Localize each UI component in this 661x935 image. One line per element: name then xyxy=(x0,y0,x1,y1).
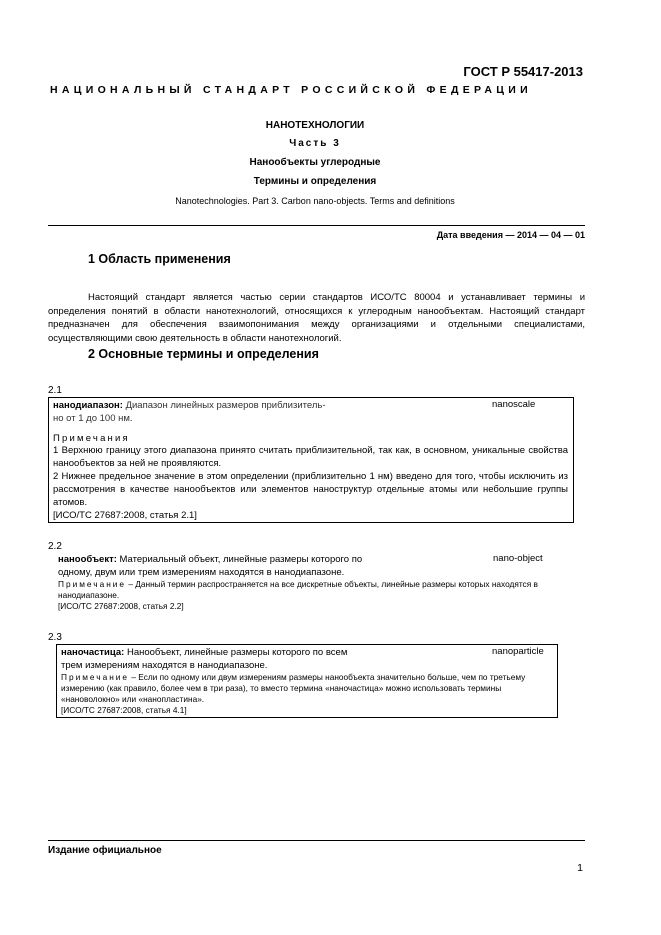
term-number: 2.1 xyxy=(48,385,62,396)
note xyxy=(58,579,563,601)
term-definition: Материальный объект, линейные размеры которого по xyxy=(119,554,363,565)
note-text: – Данный термин распространяется на все дискретные объекты, линейные размеры которых находятся в нанодиапазоне. xyxy=(58,579,538,600)
footer-divider xyxy=(48,840,585,841)
term-source: [ИСО/ТС 27687:2008, статья 2.1] xyxy=(53,510,197,521)
term-english: nanoscale xyxy=(492,399,536,410)
section-1-text: Настоящий стандарт является частью серии стандартов ИСО/ТС 80004 и устанавливает термины и определения понятий в области нанотехнологий, относящихся к углеродным нанообъектам. Настоящий стандарт предназначен для обеспечения взаимопонимания между организациями и отдельными специалистами, осуществляющими свою деятельность в области нанотехнологий. xyxy=(48,292,585,344)
section-1-heading: 1 Область применения xyxy=(88,252,231,266)
term-number: 2.3 xyxy=(48,632,62,643)
title-part: Часть 3 xyxy=(289,138,341,149)
header-divider xyxy=(48,225,585,226)
term-entry-2-1 xyxy=(48,397,574,523)
title-kind: Термины и определения xyxy=(253,176,377,187)
term-number: 2.2 xyxy=(48,541,62,552)
term-name: наночастица: xyxy=(61,647,125,658)
term-name: нанообъект: xyxy=(58,554,117,565)
term-definition-line xyxy=(53,399,568,412)
term-entry-2-2 xyxy=(58,553,563,612)
term-source: [ИСО/ТС 27687:2008, статья 2.2] xyxy=(58,601,184,611)
edition-label: Издание официальное xyxy=(48,845,162,856)
term-definition-cont: трем измерениям находятся в нанодиапазоне. xyxy=(61,660,268,671)
standard-number: ГОСТ Р 55417-2013 xyxy=(463,64,583,79)
term-definition-line xyxy=(58,553,563,566)
note-2: 2 Нижнее предельное значение в этом определении (приблизительно 1 нм) введено для того, чтобы исключить из рассмотрения в качестве нанообъектов или элементов наноструктур отдельные атомы или небольшие группы атомов. xyxy=(53,471,568,508)
note-heading: Примечание xyxy=(61,672,130,682)
term-definition-cont: но от 1 до 100 нм. xyxy=(53,413,133,424)
note xyxy=(61,672,553,705)
term-entry-2-3 xyxy=(56,644,558,718)
section-2-heading: 2 Основные термины и определения xyxy=(88,347,319,361)
title-english: Nanotechnologies. Part 3. Carbon nano-objects. Terms and definitions xyxy=(175,196,455,206)
term-source: [ИСО/ТС 27687:2008, статья 4.1] xyxy=(61,705,187,715)
term-name: нанодиапазон: xyxy=(53,400,123,411)
title-main: НАНОТЕХНОЛОГИИ xyxy=(265,120,365,131)
term-definition: Диапазон линейных размеров приблизитель- xyxy=(125,400,326,411)
page-number: 1 xyxy=(577,862,583,874)
note-1: 1 Верхнюю границу этого диапазона принято считать приблизительной, так как, в основном, уникальные свойства нанообъектов за ней не проявляются. xyxy=(53,445,568,469)
note-heading: Примечание xyxy=(58,579,127,589)
term-definition-line xyxy=(61,646,553,659)
note-text: – Если по одному или двум измерениям размеры нанообъекта значительно больше, чем по третьему измерению (как правило, более чем в три раза), то вместо термина «наночастица» можно использовать термины «нановолокно» или «нанопластина». xyxy=(61,672,526,704)
introduction-date: Дата введения — 2014 — 04 — 01 xyxy=(436,230,585,240)
note-heading: Примечания xyxy=(53,433,130,444)
national-standard-heading: НАЦИОНАЛЬНЫЙ СТАНДАРТ РОССИЙСКОЙ ФЕДЕРАЦИИ xyxy=(50,84,532,96)
title-subject: Нанообъекты углеродные xyxy=(249,157,381,168)
term-definition-cont: одному, двум или трем измерениям находятся в нанодиапазоне. xyxy=(58,567,345,578)
term-definition: Нанообъект, линейные размеры которого по всем xyxy=(126,647,348,658)
term-english: nanoparticle xyxy=(492,646,544,657)
term-english: nano-object xyxy=(493,553,543,564)
